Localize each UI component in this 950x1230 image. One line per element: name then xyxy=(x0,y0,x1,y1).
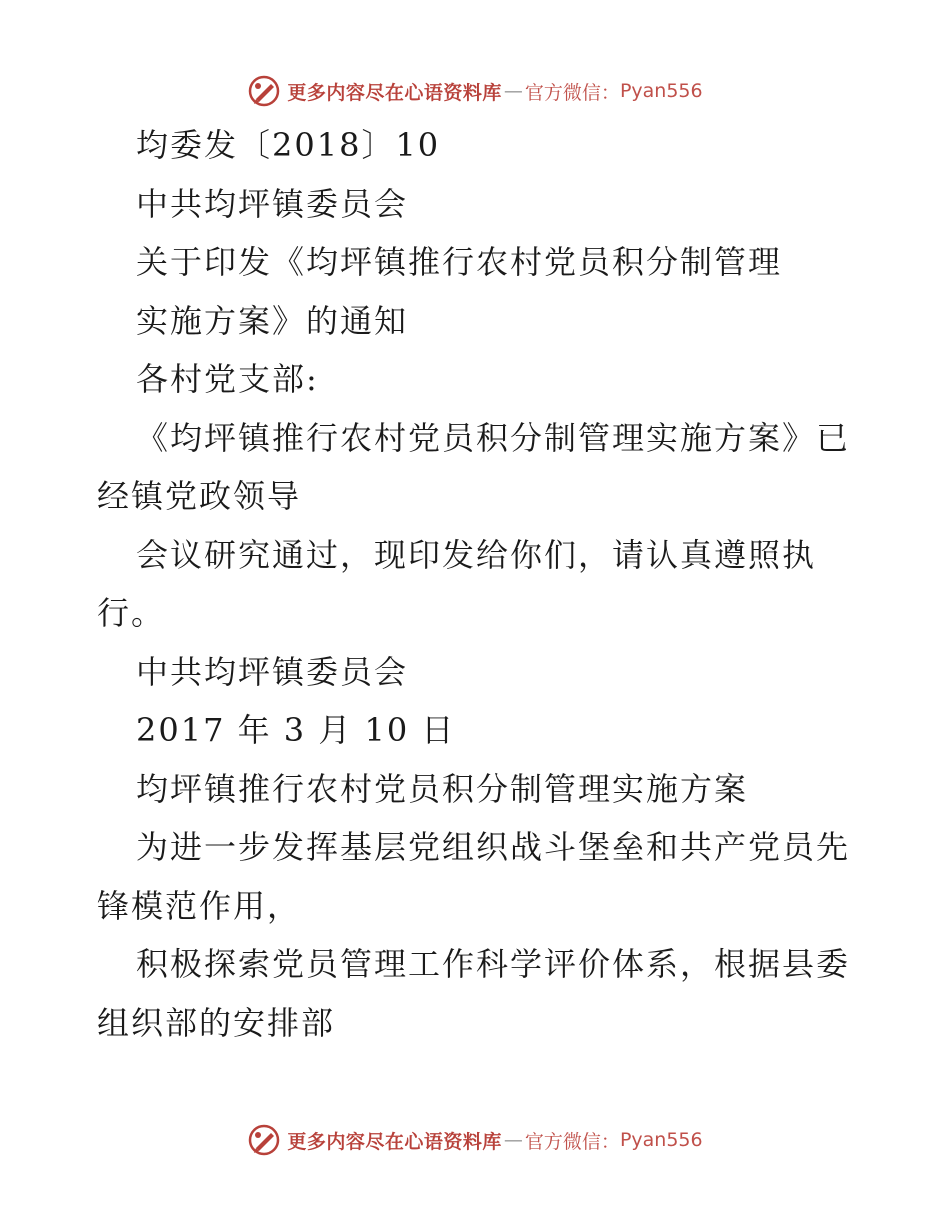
issuer: 中共均坪镇委员会 xyxy=(136,185,409,223)
para3-line-1: 为进一步发挥基层党组织战斗堡垒和共产党员先 xyxy=(136,828,851,866)
watermark-wechat-label: 官方微信： xyxy=(524,81,620,104)
pen-circle-logo-icon xyxy=(247,1123,281,1157)
date: 2017 年 3 月 10 日 xyxy=(136,711,456,749)
watermark-main-text: 更多内容尽在心语资料库 xyxy=(287,1130,502,1153)
footer-watermark xyxy=(0,1120,950,1160)
watermark-separator: — xyxy=(503,1129,523,1151)
para4-line-1: 积极探索党员管理工作科学评价体系，根据县委 xyxy=(136,945,851,983)
watermark-separator: — xyxy=(503,80,523,102)
para2-line-1: 会议研究通过，现印发给你们，请认真遵照执 xyxy=(136,536,817,574)
plan-title: 均坪镇推行农村党员积分制管理实施方案 xyxy=(136,770,749,808)
watermark-wechat-id: Pyan556 xyxy=(619,80,703,102)
pen-circle-logo-icon xyxy=(247,74,281,108)
para3-line-2: 锋模范作用， xyxy=(97,887,302,925)
title-line-2: 实施方案》的通知 xyxy=(136,302,409,340)
doc-number: 均委发〔2018〕10 xyxy=(136,126,441,164)
header-watermark xyxy=(0,71,950,111)
watermark-main-text: 更多内容尽在心语资料库 xyxy=(287,81,502,104)
para4-line-2: 组织部的安排部 xyxy=(97,1004,336,1042)
signature: 中共均坪镇委员会 xyxy=(136,653,409,691)
para1-line-1: 《均坪镇推行农村党员积分制管理实施方案》已 xyxy=(136,419,851,457)
salutation: 各村党支部: xyxy=(136,360,319,398)
title-line-1: 关于印发《均坪镇推行农村党员积分制管理 xyxy=(136,243,783,281)
watermark-wechat-id: Pyan556 xyxy=(619,1129,703,1151)
watermark-wechat-label: 官方微信： xyxy=(524,1130,620,1153)
para1-line-2: 经镇党政领导 xyxy=(97,477,302,515)
para2-line-2: 行。 xyxy=(97,594,166,632)
